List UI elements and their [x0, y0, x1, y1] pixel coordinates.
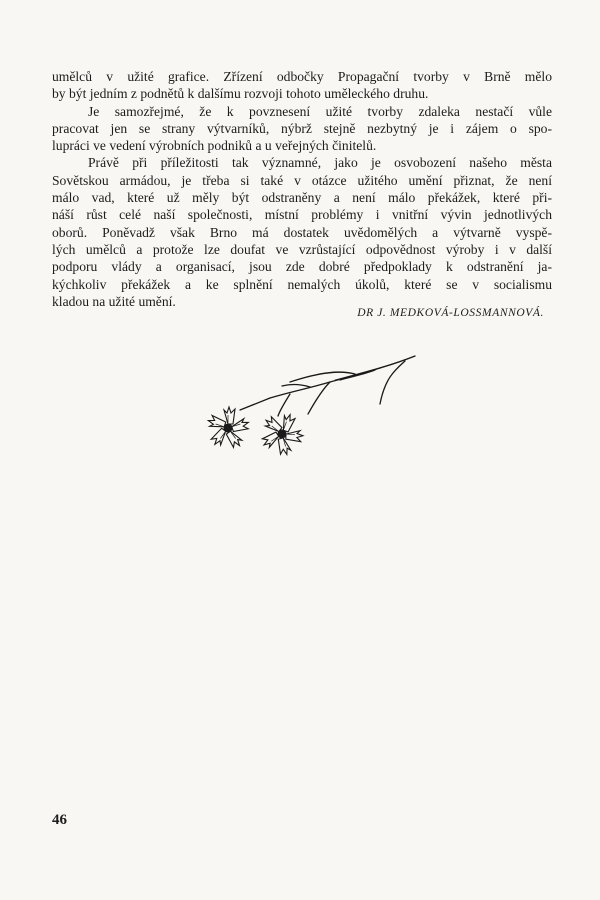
text-line: lých umělců a protože lze doufat ve vzrůstající odpovědnost výroby i v další — [52, 241, 552, 257]
text-line: kladou na užité umění. — [52, 293, 176, 309]
paragraph — [52, 68, 552, 103]
text-line: oborů. Poněvadž však Brno má dostatek uvědomělých a výtvarně vyspě- — [52, 224, 552, 240]
article-text — [52, 68, 552, 310]
text-line: náší růst celé naší společnosti, místní problémy i vnitřní vývin jednotlivých — [52, 207, 552, 223]
text-line: Sovětskou armádou, je třeba si také v otázce užitého umění přiznat, že není — [52, 172, 552, 188]
text-line: lupráci ve vedení výrobních podniků a u veřejných činitelů. — [52, 138, 377, 154]
text-line: by být jedním z podnětů k dalšímu rozvoji tohoto uměleckého druhu. — [52, 86, 429, 102]
text-line: Právě při příležitosti tak významné, jako je osvobození našeho města — [88, 155, 552, 171]
text-line: umělců v užité grafice. Zřízení odbočky Propagační tvorby v Brně mělo — [52, 69, 552, 84]
paragraph — [52, 103, 552, 155]
text-line: kýchkoliv překážek a ke splnění nemalých úkolů, které se v socialismu — [52, 276, 552, 292]
paragraph — [52, 154, 552, 310]
text-line: málo vad, které už měly být odstraněny a není málo překážek, které při- — [52, 190, 552, 206]
page-number: 46 — [52, 812, 67, 828]
carnation-flower-icon — [190, 352, 420, 472]
text-line: Je samozřejmé, že k povznesení užité tvorby zdaleka nestačí vůle — [88, 103, 552, 119]
author-signature: DR J. MEDKOVÁ-LOSSMANNOVÁ. — [357, 307, 544, 319]
text-line: pracovat jen se strany výtvarníků, nýbrž stejně nezbytný je i zájem o spo- — [52, 120, 552, 136]
text-line: podporu vlády a organisací, jsou zde dobré předpoklady k odstranění ja- — [52, 259, 552, 275]
